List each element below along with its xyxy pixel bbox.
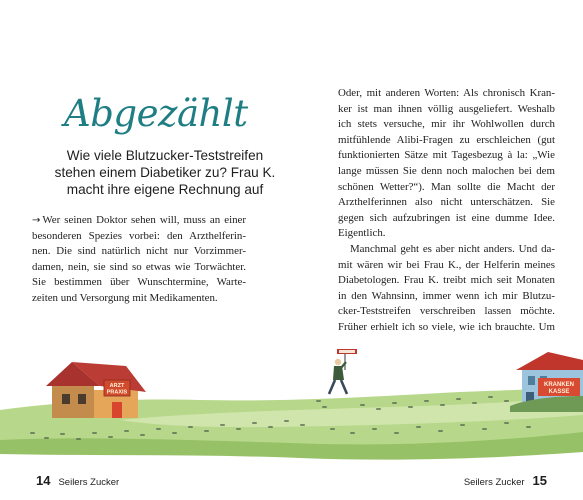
text-line: in den Wahnsinn, immer wenn ich mir Blutzu-	[338, 289, 555, 302]
text-line: Früher erhielt ich so viele, wie ich brauchte. Um	[338, 320, 555, 333]
text-line: nen. Die sind natürlich nicht nur Vorzimmer-	[32, 245, 246, 258]
left-column-text	[32, 213, 246, 307]
text-line: besonderen Spezies vorbei: den Arzthelferin-	[32, 229, 246, 242]
insurer-building	[510, 352, 583, 412]
practice-sign-line2: PRAXIS	[106, 389, 128, 396]
walking-man	[329, 349, 357, 394]
article-title: Abgezählt	[64, 92, 248, 135]
text-line: schönen Wetter?“). Man sollte die Macht der	[338, 180, 555, 193]
footer-right	[456, 472, 547, 490]
running-title: Seilers Zucker	[58, 477, 120, 488]
text-line: Oder, mit anderen Worten: Als chronisch Kran-	[338, 87, 555, 99]
running-title: Seilers Zucker	[463, 477, 525, 488]
arrow-icon: →	[32, 215, 41, 226]
text-line: gegen sich aufzubringen ist eine dumme Idee.	[338, 211, 555, 224]
text-line: Diabetologen. Frau K. treibt mich seit Monaten	[338, 274, 555, 287]
text-line: Sie bestimmen über Wunschtermine, Warte-	[32, 276, 246, 289]
subtitle-line: macht ihre eigene Rechnung auf	[66, 182, 264, 197]
practice-sign-line1: ARZT	[109, 383, 125, 389]
text-line: Eigentlich.	[338, 227, 386, 240]
right-column-text	[338, 86, 555, 336]
text-line: ich stets versuche, mir ihr Wohlwollen durch	[338, 118, 555, 131]
text-line: mitfühlende Alibi-Fragen zu erschleichen (gut	[338, 133, 555, 146]
landscape-illustration	[0, 340, 583, 470]
text-line: Wer seinen Doktor sehen will, muss an einer	[42, 214, 246, 226]
text-line: lange müssen Sie denn noch malochen bei dem	[338, 164, 555, 177]
insurer-sign-line1: KRANKEN	[544, 382, 574, 388]
subtitle-line: Wie viele Blutzucker-Teststreifen	[66, 148, 264, 163]
text-line: ker ist man ihnen völlig ausgeliefert. Weshalb	[338, 102, 555, 115]
text-line: cker-Teststreifen verschreiben lassen möchte.	[338, 305, 555, 318]
article-subtitle	[40, 147, 290, 198]
text-line: Manchmal geht es aber nicht anders. Und da-	[350, 242, 555, 255]
text-line: Arzthelferinnen also nicht unterschätzen. Sie	[338, 196, 555, 209]
subtitle-line: stehen einem Diabetiker zu? Frau K.	[54, 165, 276, 180]
insurer-sign-line2: KASSE	[548, 389, 570, 395]
text-line: damen, nein, sie sind so etwas wie Torwächter.	[32, 260, 246, 273]
footer-left	[36, 472, 127, 490]
text-line: zeiten und Versorgung mit Medikamenten.	[32, 291, 218, 304]
page-number: 14	[36, 473, 51, 488]
page-number: 15	[532, 473, 547, 488]
practice-house	[46, 362, 146, 418]
text-line: funktionierten Sätze mit Tagesbezug à la: „Wie	[338, 149, 555, 162]
text-line: mit wären wir bei Frau K., der Helferin meines	[338, 258, 555, 271]
